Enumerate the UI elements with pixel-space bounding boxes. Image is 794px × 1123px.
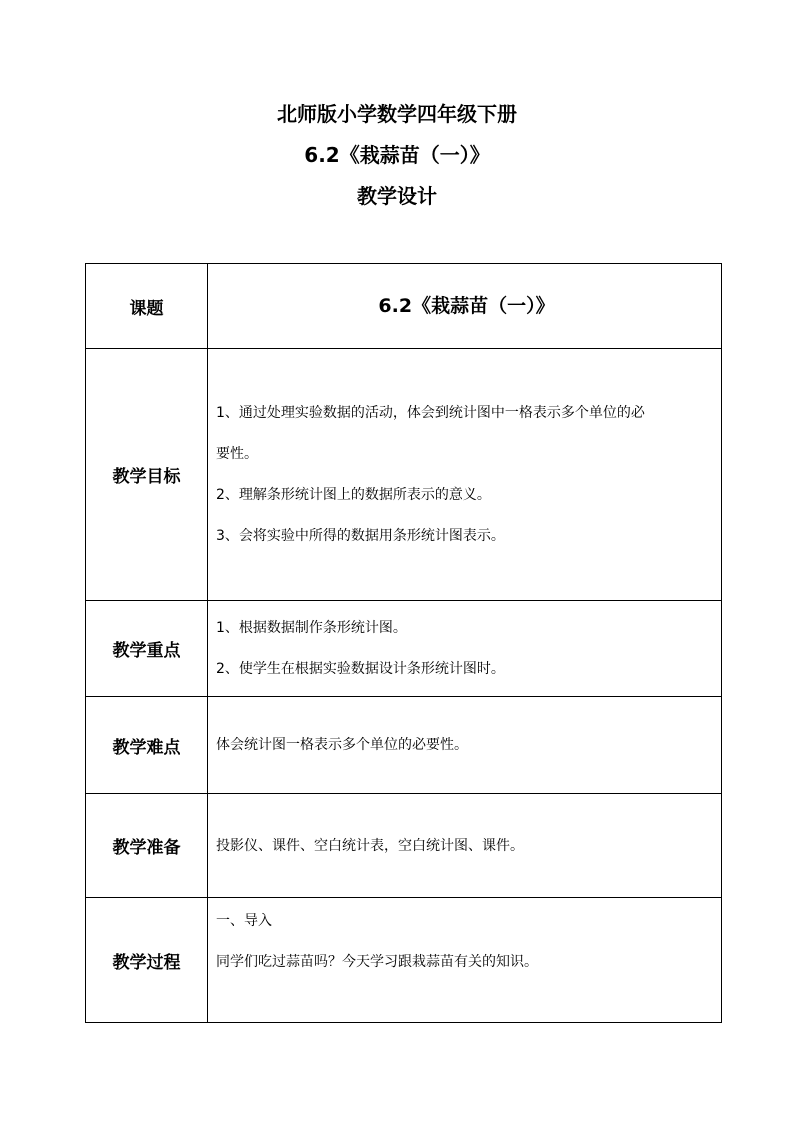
process-item: 同学们吃过蒜苗吗？今天学习跟栽蒜苗有关的知识。: [216, 954, 538, 970]
objectives-row: [86, 349, 722, 601]
topic-value: 6.2《栽蒜苗（一）》: [208, 264, 722, 349]
objective-item: 1、通过处理实验数据的活动，体会到统计图中一格表示多个单位的必: [216, 405, 645, 421]
process-item: 一、导入: [216, 913, 272, 929]
lesson-plan-table: [85, 263, 722, 1023]
process-row: [86, 898, 722, 1023]
objective-item: 2、理解条形统计图上的数据所表示的意义。: [216, 487, 491, 503]
lesson-title: 6.2《栽蒜苗（一）》: [304, 143, 490, 167]
series-title: 北师版小学数学四年级下册: [277, 102, 517, 126]
document-header: [0, 104, 794, 227]
preparation-row: [86, 794, 722, 898]
document-type-title: 教学设计: [357, 184, 437, 208]
preparation-label: 教学准备: [86, 794, 208, 898]
difficulties-label: 教学难点: [86, 697, 208, 794]
key-point-item: 2、使学生在根据实验数据设计条形统计图时。: [216, 661, 505, 677]
key-points-label: 教学重点: [86, 601, 208, 697]
objectives-content: [208, 349, 722, 601]
objective-item: 3、会将实验中所得的数据用条形统计图表示。: [216, 528, 505, 544]
difficulties-row: [86, 697, 722, 794]
topic-label: 课题: [86, 264, 208, 349]
key-points-row: [86, 601, 722, 697]
key-point-item: 1、根据数据制作条形统计图。: [216, 620, 407, 636]
topic-row: [86, 264, 722, 349]
preparation-content: 投影仪、课件、空白统计表，空白统计图、课件。: [208, 794, 722, 898]
objective-item: 要性。: [216, 446, 258, 462]
difficulties-content: 体会统计图一格表示多个单位的必要性。: [208, 697, 722, 794]
process-content: [208, 898, 722, 1023]
objectives-label: 教学目标: [86, 349, 208, 601]
key-points-content: [208, 601, 722, 697]
process-label: 教学过程: [86, 898, 208, 1023]
